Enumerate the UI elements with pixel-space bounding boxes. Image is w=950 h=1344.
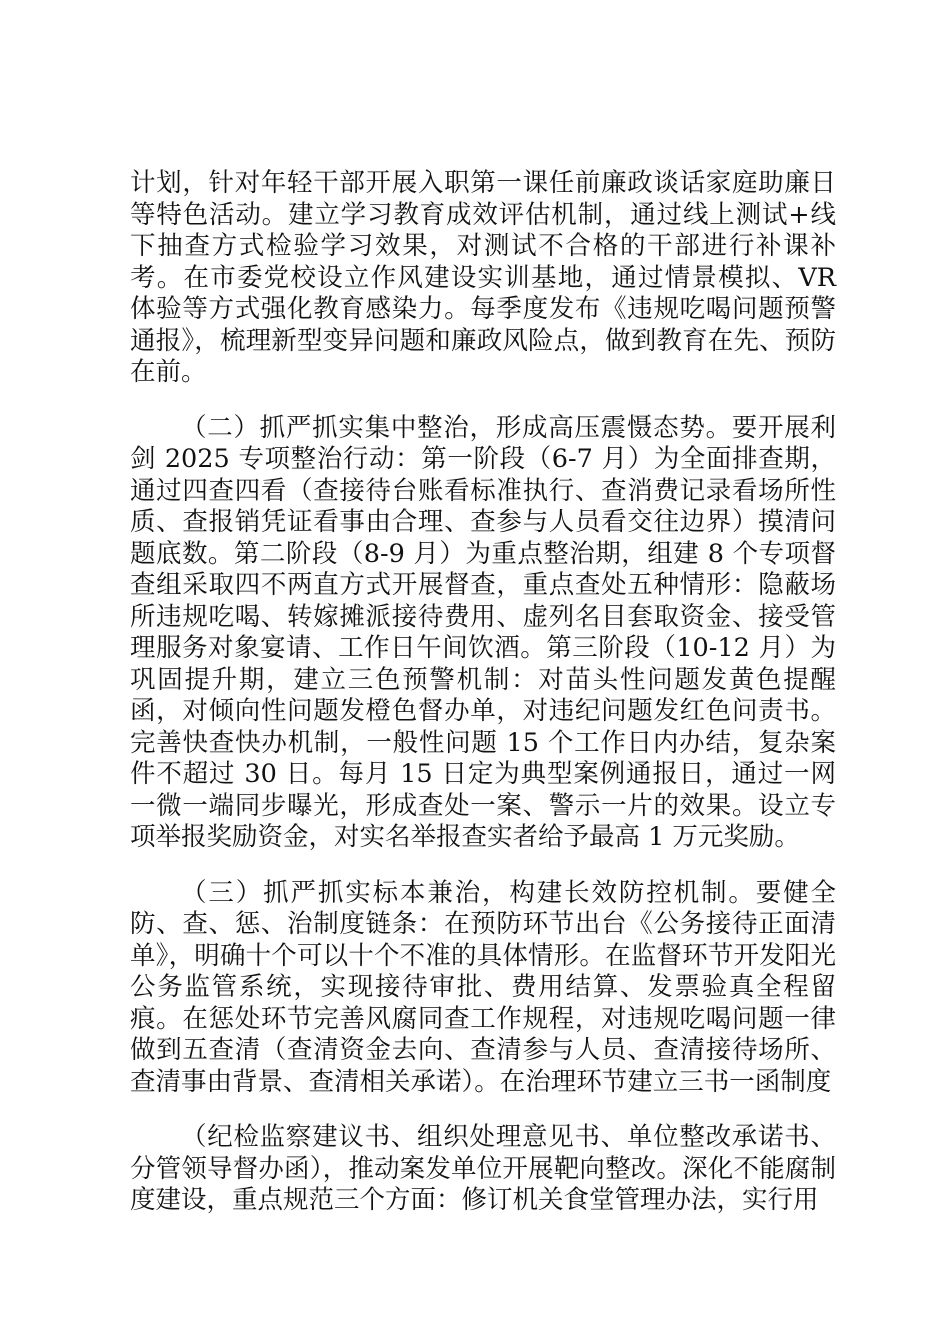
- paragraph-section-2: （二）抓严抓实集中整治，形成高压震慑态势。要开展利剑 2025 专项整治行动：第一阶段（6-7 月）为全面排查期，通过四查四看（查接待台账看标准执行、查消费记录看场所性质、查报销凭证看事由合理、查参与人员看交往边界）摸清问题底数。第二阶段（8-9 月）为重点整治期，组建 8 个专项督查组采取四不两直方式开展督查，重点查处五种情形：隐蔽场所违规吃喝、转嫁摊派接待费用、虚列名目套取资金、接受管理服务对象宴请、工作日午间饮酒。第三阶段（10-12 月）为巩固提升期，建立三色预警机制：对苗头性问题发黄色提醒函，对倾向性问题发橙色督办单，对违纪问题发红色问责书。完善快查快办机制，一般性问题 15 个工作日内办结，复杂案件不超过 30 日。每月 15 日定为典型案例通报日，通过一网一微一端同步曝光，形成查处一案、警示一片的效果。设立专项举报奖励资金，对实名举报查实者给予最高 1 万元奖励。: [130, 412, 836, 852]
- paragraph-section-3-continued: （纪检监察建议书、组织处理意见书、单位整改承诺书、分管领导督办函），推动案发单位开展靶向整改。深化不能腐制度建设，重点规范三个方面：修订机关食堂管理办法，实行用: [130, 1122, 836, 1215]
- document-body: [130, 168, 836, 1241]
- paragraph-section-3: （三）抓严抓实标本兼治，构建长效防控机制。要健全防、查、惩、治制度链条：在预防环节出台《公务接待正面清单》，明确十个可以十个不准的具体情形。在监督环节开发阳光公务监管系统，实现接待审批、费用结算、发票验真全程留痕。在惩处环节完善风腐同查工作规程，对违规吃喝问题一律做到五查清（查清资金去向、查清参与人员、查清接待场所、查清事由背景、查清相关承诺）。在治理环节建立三书一函制度: [130, 877, 836, 1097]
- paragraph-continuation: 计划，针对年轻干部开展入职第一课任前廉政谈话家庭助廉日等特色活动。建立学习教育成效评估机制，通过线上测试+线下抽查方式检验学习效果，对测试不合格的干部进行补课补考。在市委党校设立作风建设实训基地，通过情景模拟、VR 体验等方式强化教育感染力。每季度发布《违规吃喝问题预警通报》，梳理新型变异问题和廉政风险点，做到教育在先、预防在前。: [130, 168, 836, 387]
